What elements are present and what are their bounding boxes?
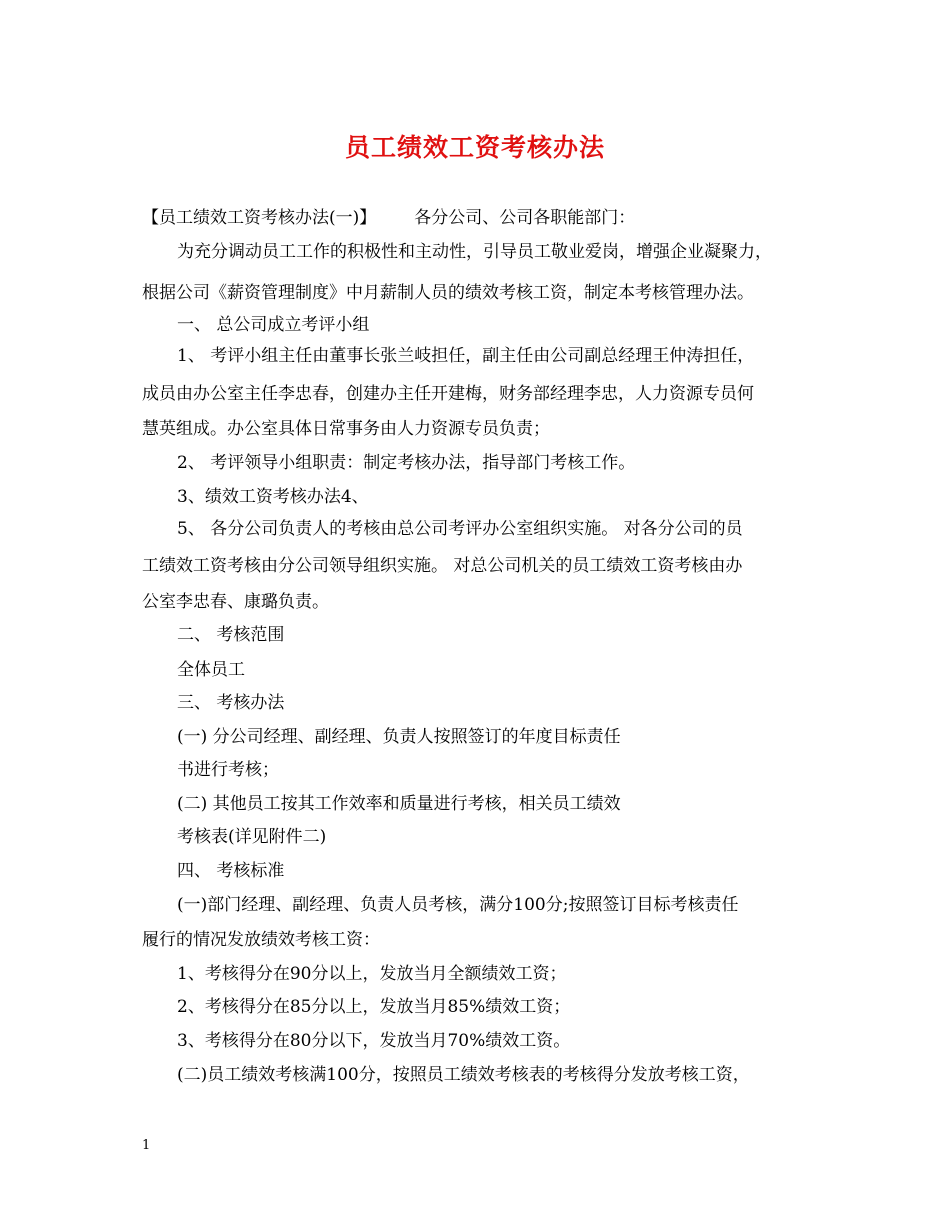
- paragraph-line: 成员由办公室主任李忠春，创建办主任开建梅，财务部经理李忠，人力资源专员何: [142, 384, 754, 404]
- paragraph-line: 2、考核得分在85分以上，发放当月85%绩效工资；: [177, 997, 571, 1017]
- paragraph-line: 1、考核得分在90分以上，发放当月全额绩效工资；: [177, 964, 567, 984]
- paragraph-line: 2、 考评领导小组职责：制定考核办法，指导部门考核工作。: [177, 453, 636, 473]
- paragraph-line: 履行的情况发放绩效考核工资：: [142, 930, 380, 950]
- paragraph-line: 为充分调动员工工作的积极性和主动性，引导员工敬业爱岗，增强企业凝聚力，: [177, 242, 772, 262]
- paragraph-line: 全体员工: [177, 660, 245, 680]
- paragraph-line: 根据公司《薪资管理制度》中月薪制人员的绩效考核工资，制定本考核管理办法。: [142, 283, 754, 303]
- paragraph-line: (一) 分公司经理、副经理、负责人按照签订的年度目标责任: [177, 727, 621, 747]
- paragraph-line: 3、绩效工资考核办法4、: [177, 487, 369, 507]
- section-heading: 四、 考核标准: [177, 861, 285, 881]
- document-title: 员工绩效工资考核办法: [344, 133, 605, 162]
- page-number: 1: [142, 1138, 151, 1153]
- section-heading: 三、 考核办法: [177, 693, 285, 713]
- paragraph-line: 1、 考评小组主任由董事长张兰岐担任，副主任由公司副总经理王仲涛担任，: [177, 346, 755, 366]
- paragraph-line: 考核表(详见附件二): [177, 827, 327, 847]
- intro-line: [142, 207, 635, 229]
- section-heading: 二、 考核范围: [177, 625, 285, 645]
- paragraph-line: 公室李忠春、康璐负责。: [142, 592, 329, 612]
- paragraph-line: (二)员工绩效考核满100分，按照员工绩效考核表的考核得分发放考核工资，: [177, 1065, 750, 1085]
- paragraph-line: 5、 各分公司负责人的考核由总公司考评办公室组织实施。 对各分公司的员: [177, 519, 743, 539]
- intro-heading: 【员工绩效工资考核办法(一)】: [142, 208, 377, 228]
- section-heading: 一、 总公司成立考评小组: [177, 315, 370, 335]
- paragraph-line: (二) 其他员工按其工作效率和质量进行考核，相关员工绩效: [177, 794, 621, 814]
- paragraph-line: 书进行考核；: [177, 760, 279, 780]
- paragraph-line: 工绩效工资考核由分公司领导组织实施。 对总公司机关的员工绩效工资考核由办: [142, 556, 743, 576]
- paragraph-line: 慧英组成。办公室具体日常事务由人力资源专员负责；: [142, 419, 550, 439]
- paragraph-line: (一)部门经理、副经理、负责人员考核，满分100分;按照签订目标考核责任: [177, 895, 739, 915]
- intro-recipient: 各分公司、公司各职能部门：: [414, 208, 636, 228]
- paragraph-line: 3、考核得分在80分以下，发放当月70%绩效工资。: [177, 1031, 571, 1051]
